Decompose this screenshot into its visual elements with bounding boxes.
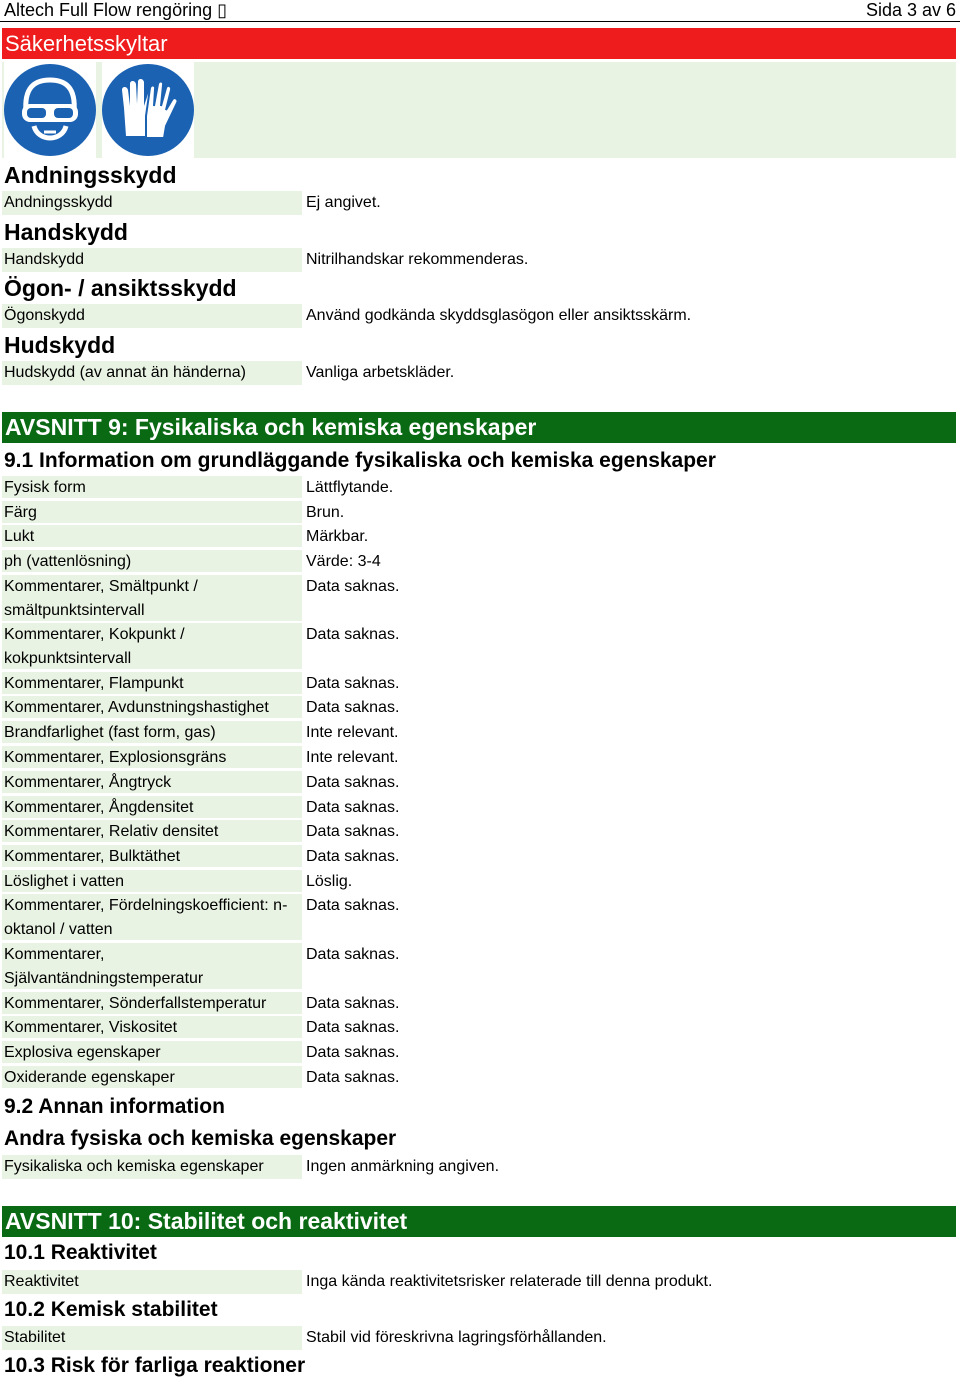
- row-value: Använd godkända skyddsglasögon eller ansiktsskärm.: [306, 307, 692, 324]
- property-label: Kommentarer, Ångdensitet: [2, 796, 302, 818]
- property-label: Färg: [2, 501, 302, 523]
- property-value: Data saknas.: [306, 1069, 400, 1086]
- row-label: Fysikaliska och kemiska egenskaper: [2, 1155, 302, 1179]
- hazardous-reactions-heading: 10.3 Risk för farliga reaktioner: [4, 1354, 306, 1377]
- property-value: Lättflytande.: [306, 479, 394, 496]
- section-10-title: AVSNITT 10: Stabilitet och reaktivitet: [2, 1206, 956, 1237]
- row-label: Hudskydd (av annat än händerna): [2, 361, 302, 385]
- property-label: Kommentarer, Fördelningskoefficient: n-oktanol / vatten: [2, 894, 302, 940]
- row-label: Stabilitet: [2, 1326, 302, 1350]
- property-value: Data saknas.: [306, 675, 400, 692]
- property-value: Data saknas.: [306, 848, 400, 865]
- property-label: Brandfarlighet (fast form, gas): [2, 721, 302, 743]
- safety-signs-strip: [2, 62, 956, 158]
- property-value: Data saknas.: [306, 799, 400, 816]
- section-9-1-heading: 9.1 Information om grundläggande fysikaliska och kemiska egenskaper: [4, 449, 716, 472]
- property-label: Lukt: [2, 525, 302, 547]
- hand-heading: Handskydd: [4, 219, 128, 245]
- breathing-heading: Andningsskydd: [4, 162, 177, 188]
- property-value: Inte relevant.: [306, 749, 399, 766]
- row-value: Ingen anmärkning angiven.: [306, 1158, 500, 1175]
- goggles-icon: [4, 62, 96, 158]
- gloves-icon: [102, 62, 194, 158]
- reactivity-heading: 10.1 Reaktivitet: [4, 1241, 157, 1264]
- property-value: Data saknas.: [306, 774, 400, 791]
- property-label: Kommentarer, Relativ densitet: [2, 820, 302, 842]
- property-label: Kommentarer, Självantändningstemperatur: [2, 943, 302, 989]
- property-label: Kommentarer, Kokpunkt / kokpunktsintervall: [2, 623, 302, 669]
- property-value: Data saknas.: [306, 823, 400, 840]
- row-value: Vanliga arbetskläder.: [306, 364, 455, 381]
- property-value: Data saknas.: [306, 1044, 400, 1061]
- safety-signs-title: Säkerhetsskyltar: [2, 28, 956, 59]
- property-label: Oxiderande egenskaper: [2, 1066, 302, 1088]
- row-value: Inga kända reaktivitetsrisker relaterade till denna produkt.: [306, 1273, 713, 1290]
- row-value: Stabil vid föreskrivna lagringsförhållanden.: [306, 1329, 607, 1346]
- property-value: Inte relevant.: [306, 724, 399, 741]
- property-value: Löslig.: [306, 873, 353, 890]
- section-9-title: AVSNITT 9: Fysikaliska och kemiska egenskaper: [2, 412, 956, 443]
- skin-heading: Hudskydd: [4, 332, 116, 358]
- row-label: Ögonskydd: [2, 304, 302, 328]
- property-label: Fysisk form: [2, 476, 302, 498]
- page-number: Sida 3 av 6: [865, 0, 956, 20]
- property-value: Data saknas.: [306, 578, 400, 595]
- property-label: Kommentarer, Flampunkt: [2, 672, 302, 694]
- property-value: Data saknas.: [306, 699, 400, 716]
- page-header: [0, 0, 960, 22]
- property-label: Kommentarer, Sönderfallstemperatur: [2, 992, 302, 1014]
- property-label: Kommentarer, Explosionsgräns: [2, 746, 302, 768]
- document-title: Altech Full Flow rengöring ▯: [4, 0, 227, 20]
- property-value: Data saknas.: [306, 1019, 400, 1036]
- row-label: Andningsskydd: [2, 191, 302, 215]
- property-label: Kommentarer, Ångtryck: [2, 771, 302, 793]
- property-value: Data saknas.: [306, 626, 400, 643]
- property-value: Brun.: [306, 504, 345, 521]
- row-value: Ej angivet.: [306, 194, 381, 211]
- eye-heading: Ögon- / ansiktsskydd: [4, 275, 237, 301]
- property-label: Explosiva egenskaper: [2, 1041, 302, 1063]
- property-label: Kommentarer, Viskositet: [2, 1016, 302, 1038]
- property-label: Kommentarer, Avdunstningshastighet: [2, 696, 302, 718]
- row-value: Nitrilhandskar rekommenderas.: [306, 251, 529, 268]
- stability-heading: 10.2 Kemisk stabilitet: [4, 1298, 218, 1321]
- property-value: Märkbar.: [306, 528, 369, 545]
- row-label: Handskydd: [2, 248, 302, 272]
- row-label: Reaktivitet: [2, 1270, 302, 1294]
- property-value: Värde: 3-4: [306, 553, 381, 570]
- property-value: Data saknas.: [306, 897, 400, 914]
- property-value: Data saknas.: [306, 946, 400, 963]
- section-9-2-heading: 9.2 Annan information: [4, 1095, 225, 1118]
- other-properties-heading: Andra fysiska och kemiska egenskaper: [4, 1127, 397, 1150]
- property-label: Kommentarer, Bulktäthet: [2, 845, 302, 867]
- property-label: ph (vattenlösning): [2, 550, 302, 572]
- property-label: Löslighet i vatten: [2, 870, 302, 892]
- property-value: Data saknas.: [306, 995, 400, 1012]
- property-label: Kommentarer, Smältpunkt / smältpunktsintervall: [2, 575, 302, 621]
